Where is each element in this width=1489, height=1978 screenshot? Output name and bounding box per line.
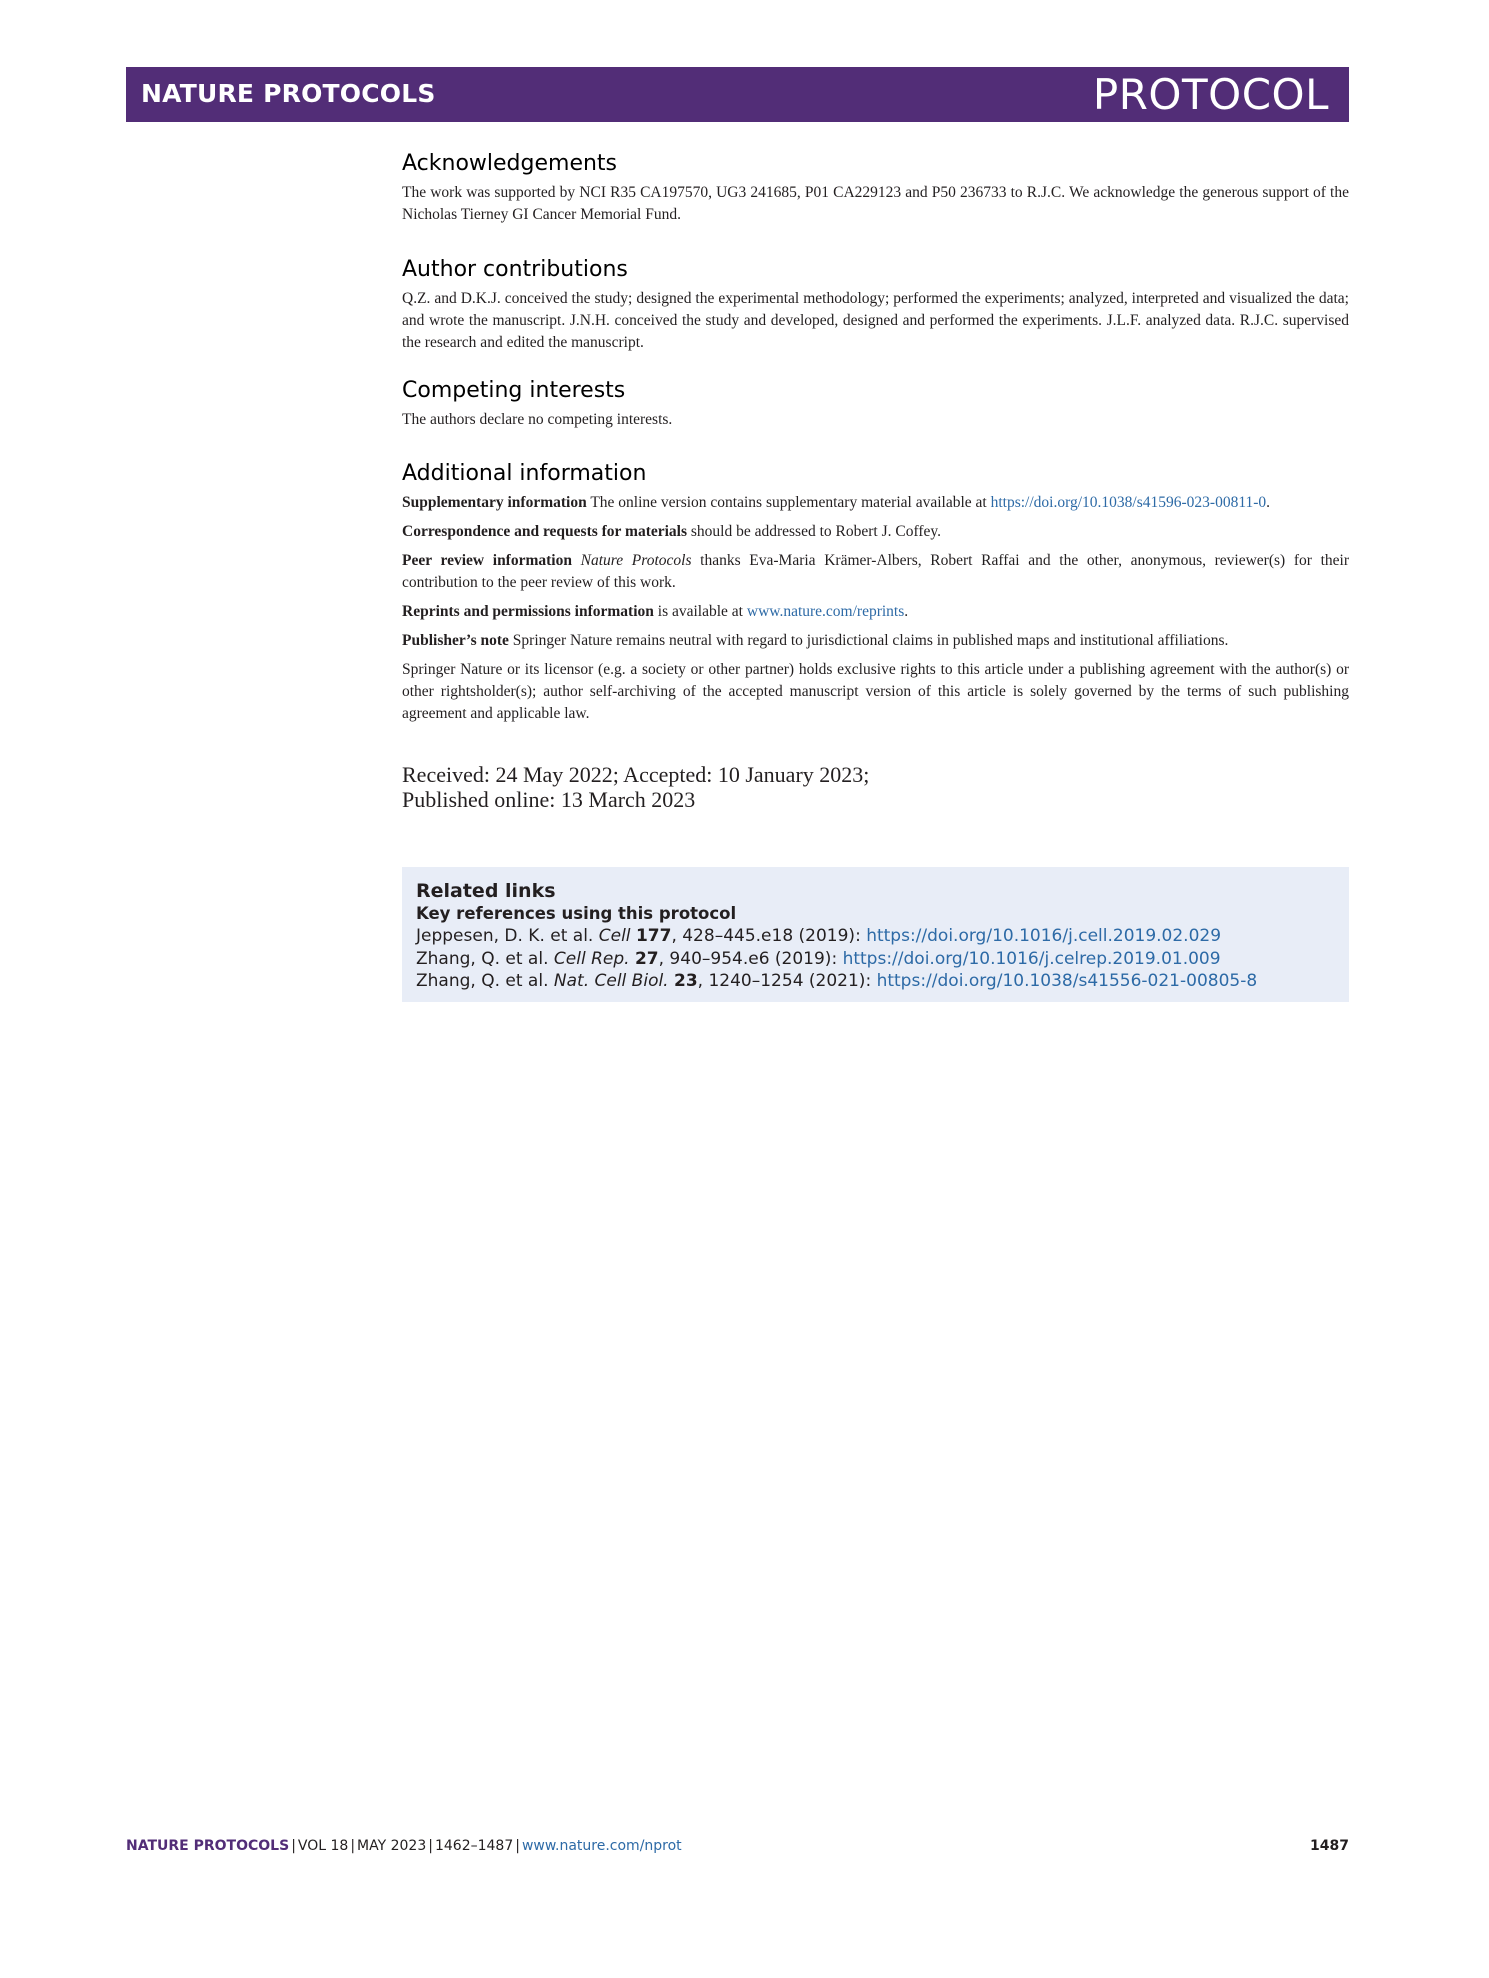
- received-accepted-dates: Received: 24 May 2022; Accepted: 10 January 2023;: [402, 762, 870, 787]
- author-contributions-section: [402, 256, 1349, 354]
- peer-review-text: thanks Eva-Maria Krämer-Albers, Robert Raffai and the other, anonymous, reviewer(s) for their contribution to the peer review of this work.: [402, 552, 1350, 591]
- supplementary-information: [402, 492, 1349, 514]
- footer-separator: |: [291, 1838, 296, 1854]
- competing-interests-heading: Competing interests: [402, 378, 626, 403]
- related-links-content: [416, 879, 1257, 993]
- publishers-note: [402, 630, 1349, 652]
- peer-review-information: [402, 550, 1349, 594]
- footer-journal-name: NATURE PROTOCOLS: [126, 1838, 290, 1854]
- journal-name: NATURE PROTOCOLS: [141, 79, 436, 108]
- reference-authors: Jeppesen, D. K. et al.: [416, 926, 599, 946]
- competing-interests-text: The authors declare no competing interests.: [402, 411, 673, 428]
- publishers-note-text: Springer Nature remains neutral with regard to jurisdictional claims in published maps and institutional affiliations.: [508, 632, 1229, 649]
- footer-date: MAY 2023: [357, 1838, 427, 1854]
- footer-volume: VOL 18: [297, 1838, 349, 1854]
- reference-item: [416, 925, 1257, 948]
- reference-volume: 177: [635, 926, 672, 946]
- reprints-label: Reprints and permissions information: [402, 603, 654, 620]
- article-type: PROTOCOL: [1092, 70, 1329, 119]
- reference-pages: , 1240–1254 (2021):: [697, 971, 877, 991]
- author-contributions-heading: Author contributions: [402, 257, 628, 282]
- acknowledgements-section: [402, 150, 1349, 226]
- acknowledgements-text: The work was supported by NCI R35 CA197570, UG3 241685, P01 CA229123 and P50 236733 to R.J.C. We acknowledge the generous support of the Nicholas Tierney GI Cancer Memorial Fund.: [402, 184, 1349, 223]
- journal-header-bar: [126, 67, 1349, 122]
- footer-separator: |: [350, 1838, 356, 1854]
- rights-statement: Springer Nature or its licensor (e.g. a society or other partner) holds exclusive rights to this article under a publishing agreement with the author(s) or other rightsholder(s); author self-archiving of the accepted manuscript version of this article is solely governed by the terms of such publishing agreement and applicable law.: [402, 661, 1349, 722]
- reprints-link[interactable]: www.nature.com/reprints: [746, 603, 905, 620]
- supplementary-link[interactable]: https://doi.org/10.1038/s41596-023-00811-0: [990, 494, 1267, 511]
- author-contributions-text: Q.Z. and D.K.J. conceived the study; designed the experimental methodology; performed the experiments; analyzed, interpreted and visualized the data; and wrote the manuscript. J.N.H. conceived the study and developed, designed and performed the experiments. J.L.F. analyzed data. R.J.C. supervised the research and edited the manuscript.: [402, 290, 1349, 351]
- reference-volume: 23: [674, 971, 698, 991]
- additional-information-heading: Additional information: [402, 461, 647, 486]
- reference-doi-link[interactable]: https://doi.org/10.1038/s41556-021-00805-8: [876, 971, 1258, 991]
- page-footer: [126, 1838, 1349, 1854]
- supplementary-text: The online version contains supplementary material available at: [586, 494, 991, 511]
- correspondence-text: should be addressed to Robert J. Coffey.: [687, 523, 942, 540]
- competing-interests-section: [402, 377, 1349, 431]
- reference-pages: , 428–445.e18 (2019):: [671, 926, 867, 946]
- related-links-subtitle: Key references using this protocol: [416, 904, 737, 923]
- additional-information-section: [402, 460, 1349, 732]
- correspondence-information: [402, 521, 1349, 543]
- reference-item: [416, 970, 1257, 993]
- publishers-note-label: Publisher’s note: [402, 632, 509, 649]
- supplementary-label: Supplementary information: [402, 494, 587, 511]
- reference-doi-link[interactable]: https://doi.org/10.1016/j.cell.2019.02.029: [866, 926, 1222, 946]
- peer-review-journal: Nature Protocols: [571, 552, 692, 569]
- related-links-title: Related links: [416, 880, 556, 902]
- footer-pages: 1462–1487: [434, 1838, 514, 1854]
- peer-review-label: Peer review information: [402, 552, 572, 569]
- reference-doi-link[interactable]: https://doi.org/10.1016/j.celrep.2019.01.009: [842, 948, 1221, 969]
- reprints-end: .: [904, 603, 909, 620]
- reference-authors: Zhang, Q. et al.: [416, 971, 554, 991]
- reference-item: [416, 948, 1257, 971]
- footer-url-link[interactable]: www.nature.com/nprot: [521, 1838, 682, 1854]
- correspondence-label: Correspondence and requests for materials: [402, 523, 688, 540]
- footer-separator: |: [515, 1838, 520, 1854]
- acknowledgements-heading: Acknowledgements: [402, 151, 618, 176]
- supplementary-end: .: [1266, 494, 1271, 511]
- reference-volume: 27: [634, 948, 659, 969]
- published-online-date: Published online: 13 March 2023: [402, 787, 696, 812]
- footer-separator: |: [428, 1838, 433, 1854]
- reprints-information: [402, 601, 1349, 623]
- reference-authors: Zhang, Q. et al.: [416, 948, 554, 969]
- publication-dates: [402, 762, 869, 812]
- reprints-text: is available at: [653, 603, 747, 620]
- reference-pages: , 940–954.e6 (2019):: [658, 948, 843, 969]
- reference-journal: Nat. Cell Biol.: [553, 971, 669, 991]
- reference-journal: Cell Rep.: [553, 948, 630, 969]
- reference-journal: Cell: [598, 926, 631, 946]
- page-number: 1487: [1310, 1838, 1349, 1854]
- related-links-box: [402, 867, 1349, 1002]
